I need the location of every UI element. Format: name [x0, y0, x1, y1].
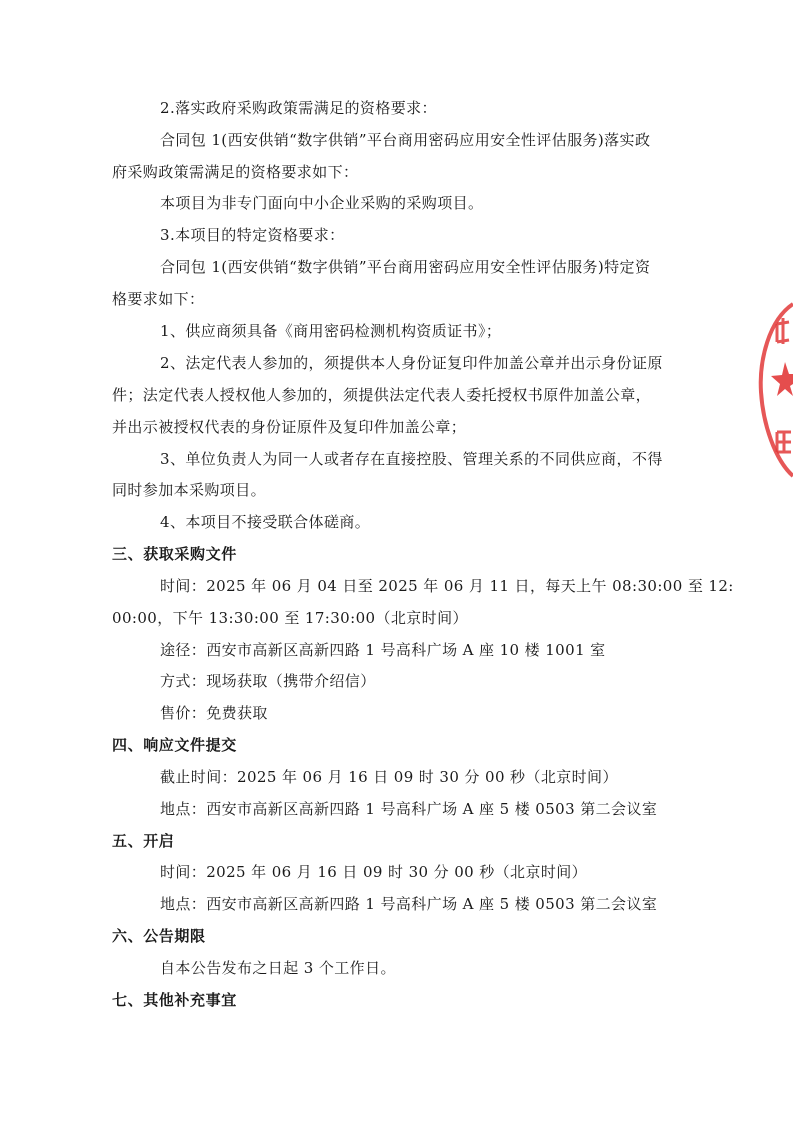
paragraph-line: 时间：2025 年 06 月 04 日至 2025 年 06 月 11 日，每天上午 08:30:00 至 12:: [160, 577, 734, 595]
paragraph-line: 售价：免费获取: [160, 704, 268, 722]
paragraph-line: 合同包 1(西安供销“数字供销”平台商用密码应用安全性评估服务)落实政: [160, 131, 651, 149]
section-heading-opening: 五、开启: [112, 832, 175, 850]
paragraph-line: 府采购政策需满足的资格要求如下：: [112, 163, 359, 181]
section-heading-announcement-period: 六、公告期限: [112, 927, 206, 945]
paragraph-line: 自本公告发布之日起 3 个工作日。: [160, 959, 396, 977]
section-item-3-heading: 3.本项目的特定资格要求：: [160, 226, 345, 244]
section-heading-obtain-documents: 三、获取采购文件: [112, 545, 237, 563]
list-item: 3、单位负责人为同一人或者存在直接控股、管理关系的不同供应商，不得: [160, 450, 663, 468]
list-item: 4、本项目不接受联合体磋商。: [160, 513, 371, 531]
paragraph-line: 同时参加本采购项目。: [112, 481, 267, 499]
section-heading-other-matters: 七、其他补充事宜: [112, 991, 237, 1009]
paragraph-line: 途径：西安市高新区高新四路 1 号高科广场 A 座 10 楼 1001 室: [160, 641, 606, 659]
section-heading-submission: 四、响应文件提交: [112, 736, 237, 754]
paragraph-line: 格要求如下：: [112, 290, 205, 308]
paragraph-line: 地点：西安市高新区高新四路 1 号高科广场 A 座 5 楼 0503 第二会议室: [160, 800, 658, 818]
paragraph-line: 方式：现场获取（携带介绍信）: [160, 672, 376, 690]
paragraph-line: 截止时间：2025 年 06 月 16 日 09 时 30 分 00 秒（北京时间）: [160, 768, 618, 786]
section-item-2-heading: 2.落实政府采购政策需满足的资格要求：: [160, 99, 437, 117]
paragraph-line: 件；法定代表人授权他人参加的，须提供法定代表人委托授权书原件加盖公章，: [112, 386, 652, 404]
paragraph-line: 本项目为非专门面向中小企业采购的采购项目。: [160, 194, 484, 212]
paragraph-line: 合同包 1(西安供销“数字供销”平台商用密码应用安全性评估服务)特定资: [160, 258, 651, 276]
paragraph-line: 00:00，下午 13:30:00 至 17:30:00（北京时间）: [112, 609, 468, 627]
list-item: 2、法定代表人参加的，须提供本人身份证复印件加盖公章并出示身份证原: [160, 354, 663, 372]
paragraph-line: 时间：2025 年 06 月 16 日 09 时 30 分 00 秒（北京时间）: [160, 863, 588, 881]
red-seal-fragment-icon: [755, 300, 793, 480]
paragraph-line: 地点：西安市高新区高新四路 1 号高科广场 A 座 5 楼 0503 第二会议室: [160, 895, 658, 913]
paragraph-line: 并出示被授权代表的身份证原件及复印件加盖公章；: [112, 418, 467, 436]
list-item: 1、供应商须具备《商用密码检测机构资质证书》；: [160, 322, 502, 340]
